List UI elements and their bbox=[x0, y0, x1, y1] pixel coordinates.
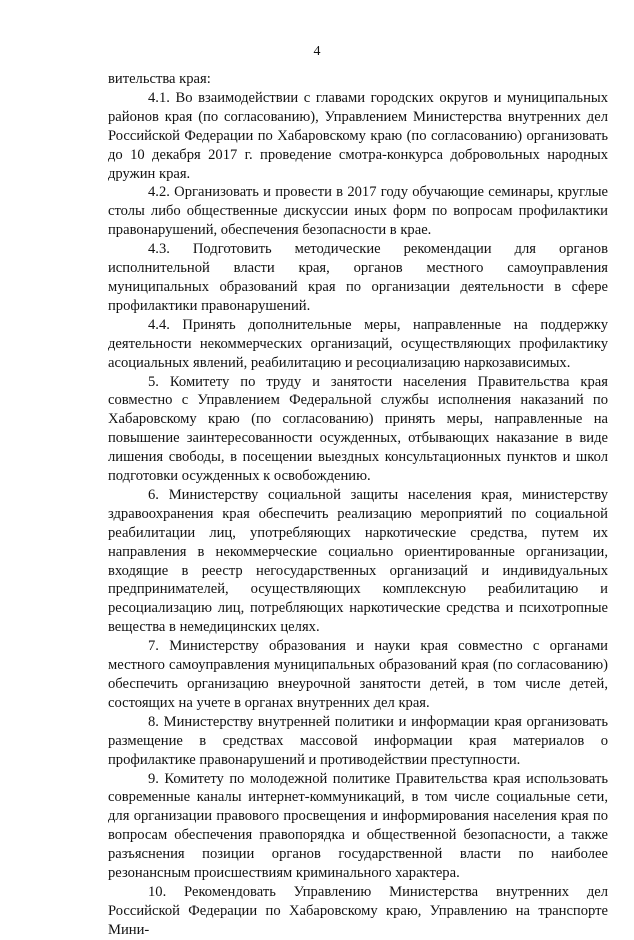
paragraph-continuation: вительства края: bbox=[108, 71, 211, 87]
paragraph-4-3: 4.3. Подготовить методические рекомендации для органов исполнительной власти края, органов местного самоуправления муниципальных образований края по организации деятельности в сфере профилактики правонарушений. bbox=[108, 241, 608, 314]
paragraph-5: 5. Комитету по труду и занятости населения Правительства края совместно с Управлением Федеральной службы исполнения наказаний по Хабаровскому краю (по согласованию) принять меры, направленные на повышение заинтересованности осужденных, отбывающих наказание в виде лишения свободы, в посещении выездных консультационных пунктов и школ подготовки осужденных к освобождению. bbox=[108, 373, 608, 485]
paragraph-7: 7. Министерству образования и науки края совместно с органами местного самоуправления муниципальных образований края (по согласованию) обеспечить организацию внеурочной занятости детей, в том числе детей, состоящих на учете в органах внутренних дел края. bbox=[108, 638, 608, 711]
paragraph-10: 10. Рекомендовать Управлению Министерства внутренних дел Российской Федерации по Хабаровскому краю, Управлению на транспорте Мини- bbox=[108, 883, 608, 938]
paragraph-4-4: 4.4. Принять дополнительные меры, направленные на поддержку деятельности некоммерческих организаций, осуществляющих профилактику асоциальных явлений, реабилитацию и ресоциализацию наркозависимых. bbox=[108, 316, 608, 371]
paragraph-4-1: 4.1. Во взаимодействии с главами городских округов и муниципальных районов края (по согласованию), Управлением Министерства внутренних дел Российской Федерации по Хабаровскому краю (по согласованию) организовать до 10 декабря 2017 г. проведение смотра-конкурса добровольных народных дружин края. bbox=[108, 89, 608, 182]
paragraph-8: 8. Министерству внутренней политики и информации края организовать размещение в средствах массовой информации края материалов о профилактике правонарушений и противодействии преступности. bbox=[108, 713, 608, 768]
document-body bbox=[108, 70, 608, 940]
paragraph-4-2: 4.2. Организовать и провести в 2017 году обучающие семинары, круглые столы либо общественные дискуссии иных форм по вопросам профилактики правонарушений, обеспечения безопасности в крае. bbox=[108, 184, 608, 239]
page-number: 4 bbox=[313, 44, 321, 59]
paragraph-6: 6. Министерству социальной защиты населения края, министерству здравоохранения края обеспечить реализацию мероприятий по социальной реабилитации лиц, употребляющих наркотические средства, путем их направления в некоммерческие социально ориентированные организации, входящие в реестр негосударственных организаций и индивидуальных предпринимателей, осуществляющих комплексную реабилитацию и ресоциализацию лиц, потребляющих наркотические средства и психотропные вещества в немедицинских целях. bbox=[108, 486, 608, 636]
paragraph-9: 9. Комитету по молодежной политике Правительства края использовать современные каналы интернет-коммуникаций, в том числе социальные сети, для организации правового просвещения и информирования населения края по вопросам обеспечения правопорядка и общественной безопасности, а также разъяснения позиции органов государственной власти по наиболее резонансным происшествиям криминального характера. bbox=[108, 770, 608, 882]
